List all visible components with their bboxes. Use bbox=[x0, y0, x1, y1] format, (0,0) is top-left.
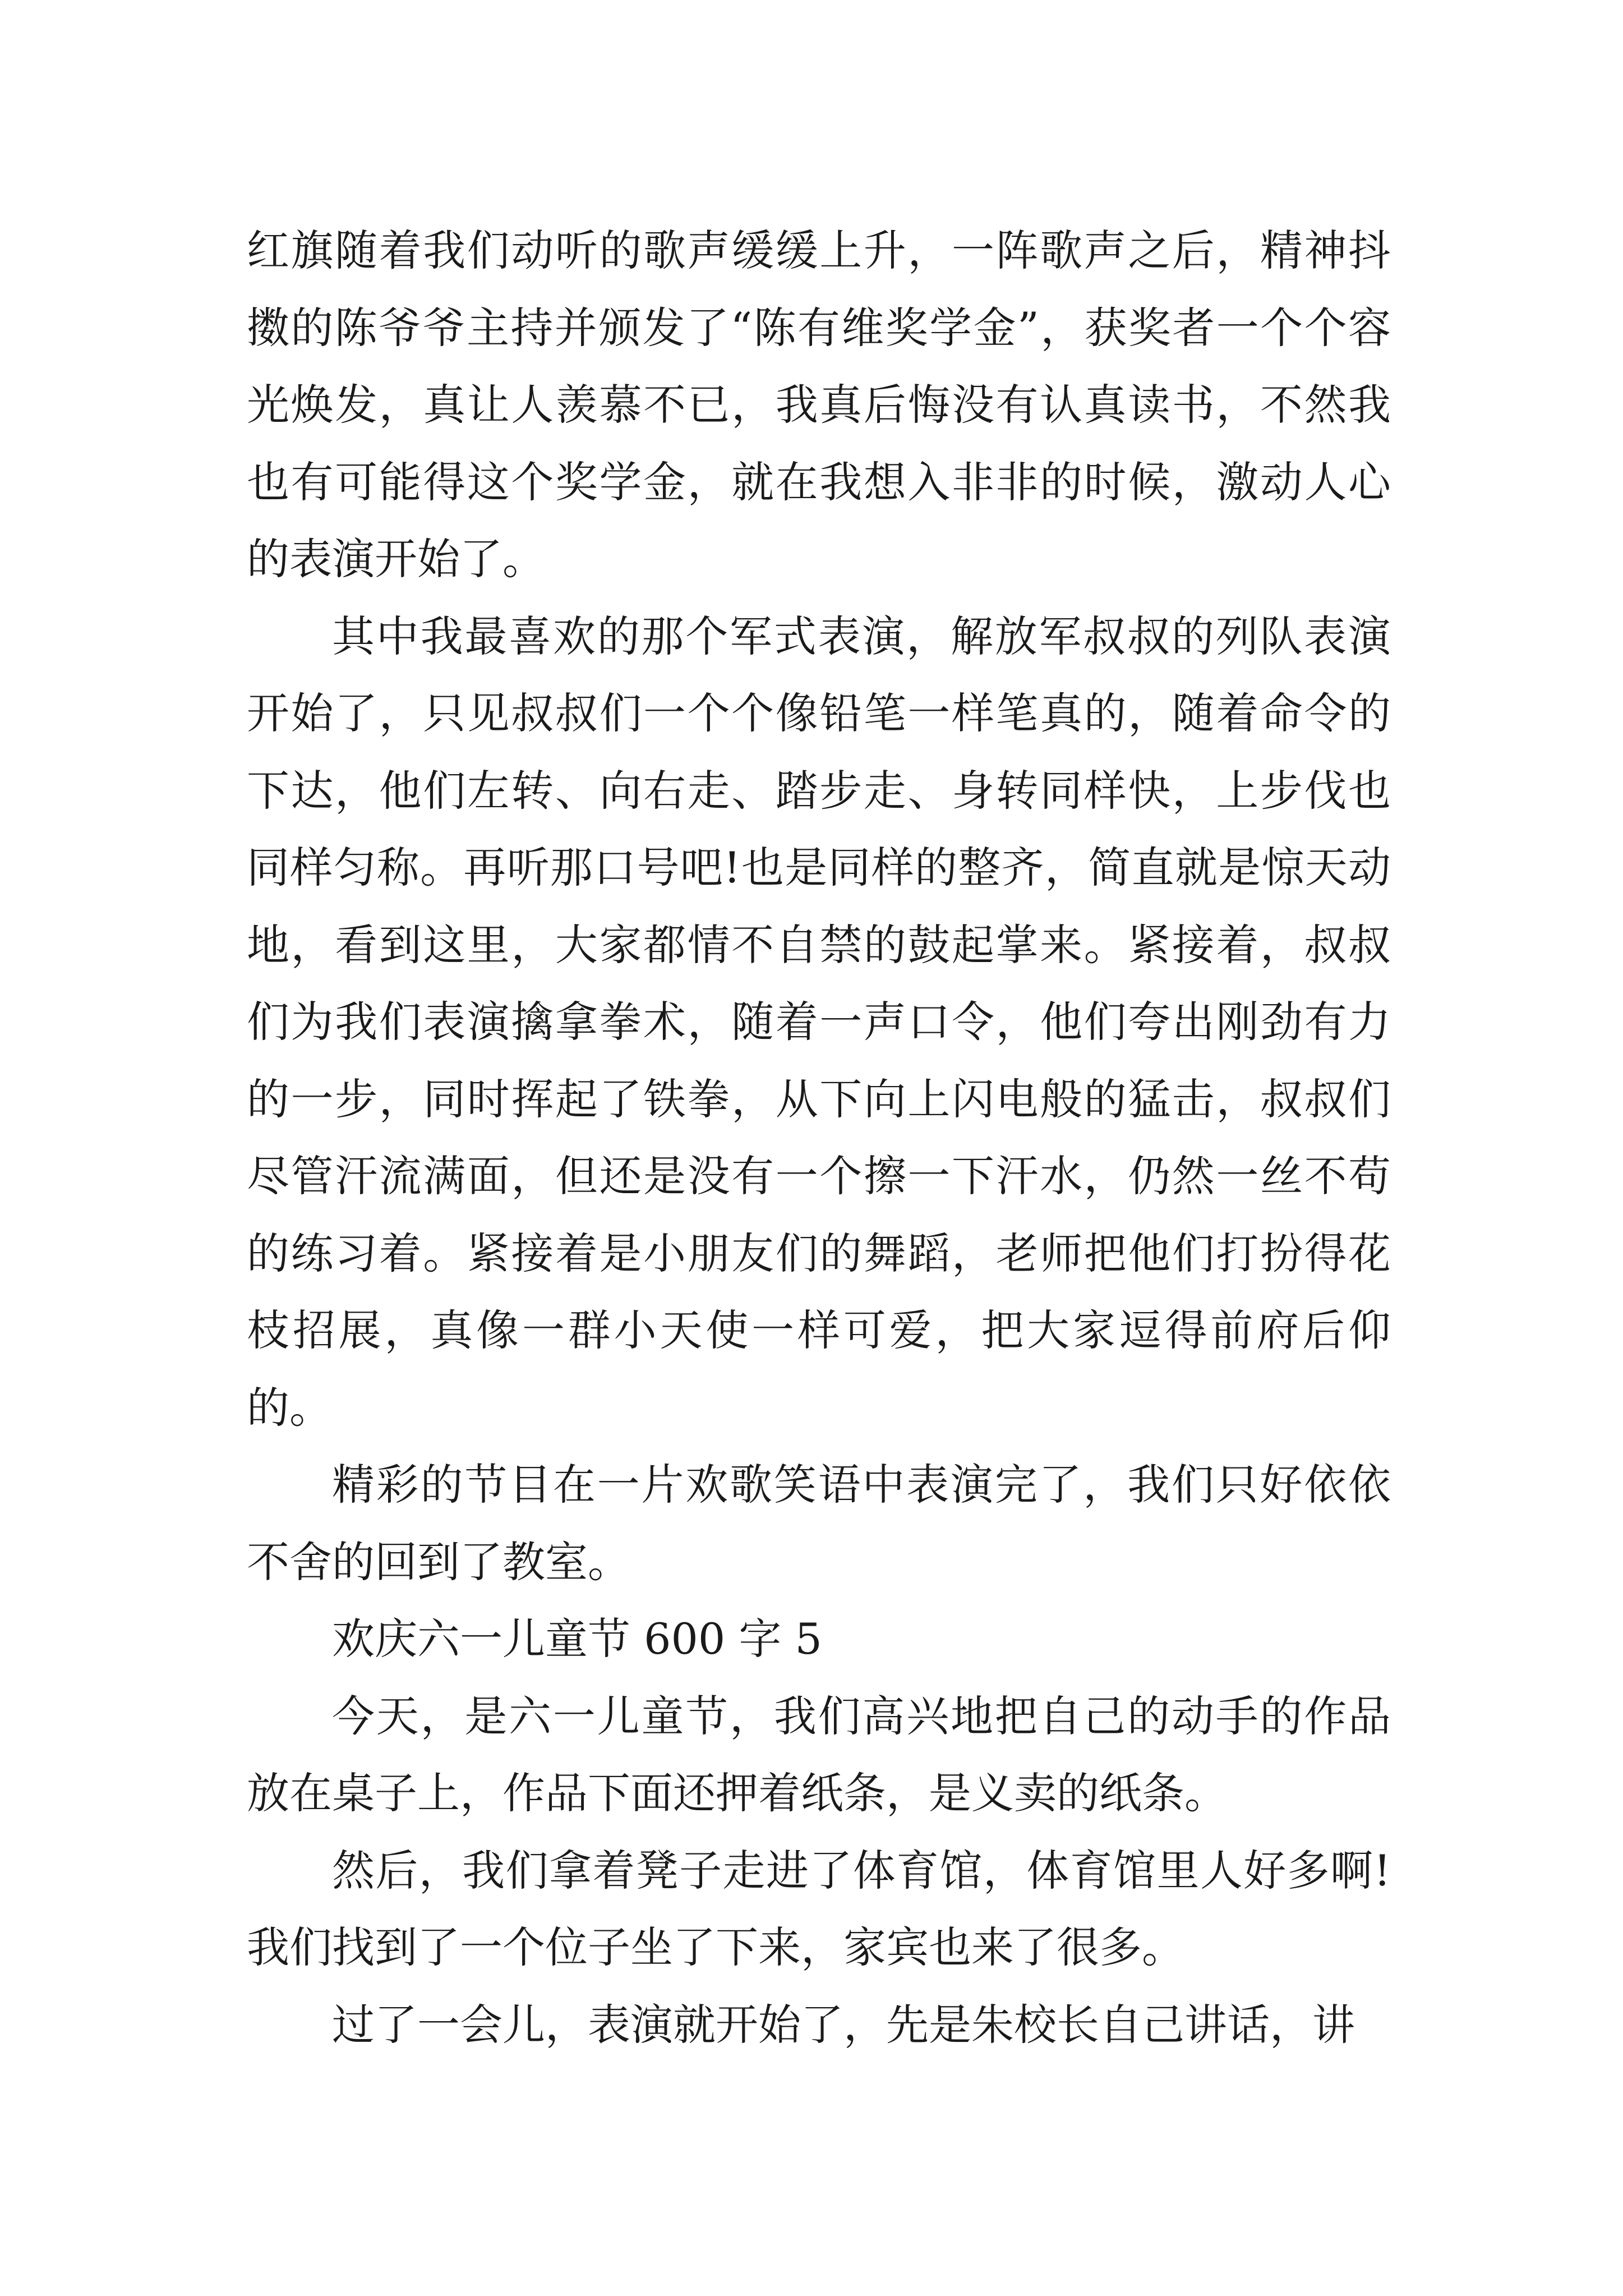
paragraph-principal-speech: 过了一会儿，表演就开始了，先是朱校长自己讲话，讲 bbox=[332, 1999, 1355, 2050]
document-body bbox=[247, 212, 1391, 2063]
paragraph-flag-raising: 红旗随着我们动听的歌声缓缓上升，一阵歌声之后，精神抖擞的陈爷爷主持并颁发了“陈有维奖学金”，获奖者一个个容光焕发，真让人羡慕不已，我真后悔没有认真读书，不然我也有可能得这个奖学金，就在我想入非非的时候，激动人心的表演开始了。 bbox=[247, 226, 1391, 584]
section-heading: 欢庆六一儿童节 600 字 5 bbox=[332, 1614, 822, 1664]
paragraph-childrens-day: 今天，是六一儿童节，我们高兴地把自己的动手的作品放在桌子上，作品下面还押着纸条，是义卖的纸条。 bbox=[247, 1691, 1391, 1818]
paragraph-program-end: 精彩的节目在一片欢歌笑语中表演完了，我们只好依依不舍的回到了教室。 bbox=[247, 1460, 1391, 1587]
paragraph-gymnasium: 然后，我们拿着凳子走进了体育馆，体育馆里人好多啊!我们找到了一个位子坐了下来，家宾也来了很多。 bbox=[247, 1845, 1391, 1972]
paragraph-military-performance: 其中我最喜欢的那个军式表演，解放军叔叔的列队表演开始了，只见叔叔们一个个像铅笔一样笔真的，随着命令的下达，他们左转、向右走、踏步走、身转同样快，上步伐也同样匀称。再听那口号吧!也是同样的整齐，简直就是惊天动地，看到这里，大家都情不自禁的鼓起掌来。紧接着，叔叔们为我们表演擒拿拳术，随着一声口令，他们夸出刚劲有力的一步，同时挥起了铁拳，从下向上闪电般的猛击，叔叔们尽管汗流满面，但还是没有一个擦一下汗水，仍然一丝不苟的练习着。紧接着是小朋友们的舞蹈，老师把他们打扮得花枝招展，真像一群小天使一样可爱，把大家逗得前府后仰的。 bbox=[247, 611, 1391, 1433]
